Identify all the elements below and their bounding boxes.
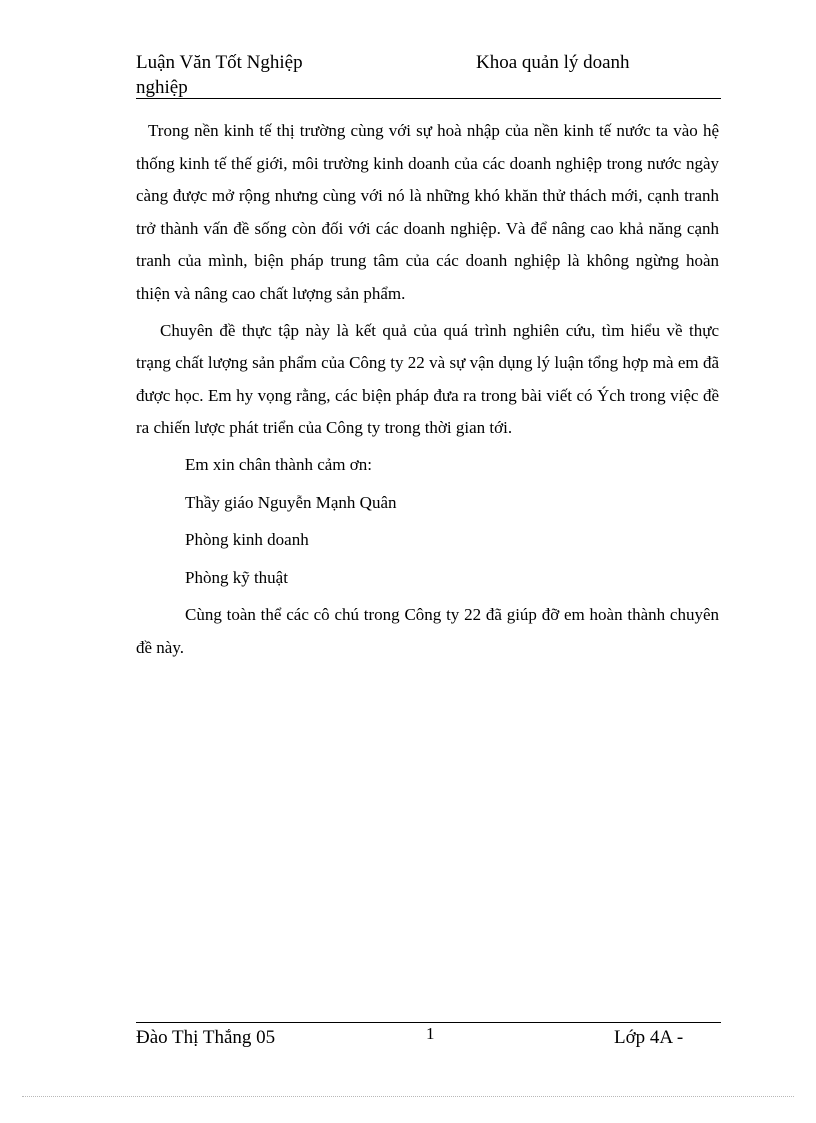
header-rule bbox=[136, 98, 721, 99]
paragraph-intro: Trong nền kinh tế thị trường cùng với sự hoà nhập của nền kinh tế nước ta vào hệ thống kinh tế thế giới, môi trường kinh doanh của các doanh nghiệp trong nước ngày càng được mở rộng nhưng cùng với nó là những khó khăn thử thách mới, cạnh tranh trở thành vấn đề sống còn đối với các doanh nghiệp. Và để nâng cao khả năng cạnh tranh của mình, biện pháp trung tâm của các doanh nghiệp là không ngừng hoàn thiện và nâng cao chất lượng sản phẩm. bbox=[136, 121, 719, 303]
thanks-item-teacher: Thầy giáo Nguyễn Mạnh Quân bbox=[185, 492, 397, 512]
paragraph-closing: Cùng toàn thể các cô chú trong Công ty 22 đã giúp đỡ em hoàn thành chuyên đề này. bbox=[136, 605, 719, 657]
paragraph-purpose: Chuyên đề thực tập này là kết quả của quá trình nghiên cứu, tìm hiểu về thực trạng chất lượng sản phẩm của Công ty 22 và sự vận dụng lý luận tổng hợp mà em đã được học. Em hy vọng rằng, các biện pháp đưa ra trong bài viết có Ých trong việc đề ra chiến lược phát triển của Công ty trong thời gian tới. bbox=[136, 320, 719, 438]
footer-class: Lớp 4A - bbox=[614, 1027, 684, 1048]
document-body bbox=[136, 115, 719, 665]
page-boundary bbox=[22, 1096, 794, 1097]
page-number: 1 bbox=[426, 1024, 435, 1043]
thanks-item-technical: Phòng kỹ thuật bbox=[185, 567, 288, 587]
thanks-item-business: Phòng kinh doanh bbox=[185, 530, 309, 550]
footer-author: Đào Thị Thắng 05 bbox=[136, 1027, 276, 1048]
header-left: Luận Văn Tốt Nghiệp nghiệp bbox=[136, 52, 303, 98]
header-right: Khoa quản lý doanh bbox=[476, 52, 630, 73]
thanks-intro: Em xin chân thành cảm ơn: bbox=[185, 454, 372, 474]
